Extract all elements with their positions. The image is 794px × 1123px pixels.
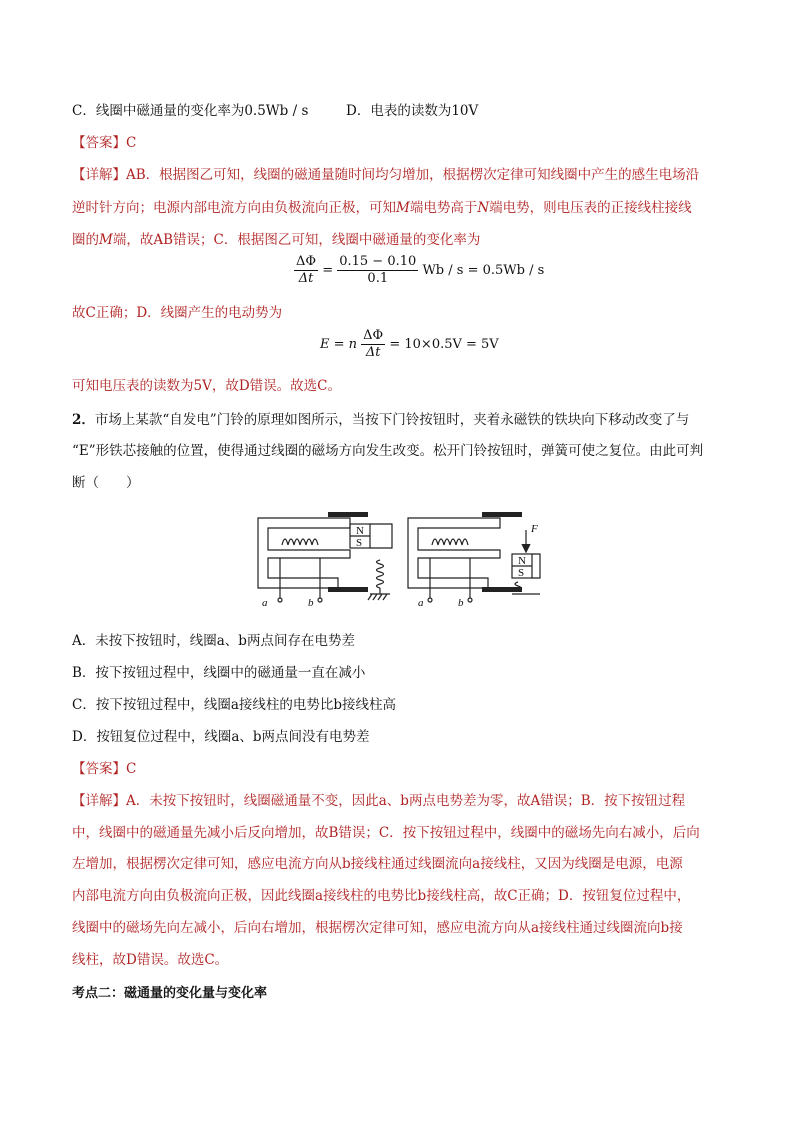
label-n-right: N (518, 555, 526, 567)
detail-text: 逆时针方向；电源内部电流方向由负极流向正极，可知 (72, 200, 396, 216)
answer-1 (72, 133, 136, 153)
detail-2-line-3: 左增加，根据楞次定律可知，感应电流方向从b接线柱通过线圈流向a接线柱，又因为线圈是电源，电源 (72, 856, 683, 872)
doorbell-figure (250, 508, 550, 612)
equation-emf (320, 328, 499, 361)
label-b-left: b (308, 597, 314, 609)
var-m: M (396, 200, 410, 216)
fraction (361, 328, 385, 361)
equals-sign: = (322, 263, 334, 278)
equation-rest: = 10×0.5V = 5V (389, 337, 499, 352)
detail-text: A．未按下按钮时，线圈磁通量不变，因此a、b两点电势差为零，故A错误；B．按下按钮过程 (126, 793, 686, 809)
question-2-line-3: 断（ ） (72, 475, 140, 491)
option-d: D．按钮复位过程中，线圈a、b两点间没有电势差 (72, 729, 370, 745)
option-d-prev: D．电表的读数为10V (346, 103, 479, 119)
var-m: M (99, 232, 113, 248)
detail-2-line-4: 内部电流方向由负极流向正极，因此线圈a接线柱的电势比b接线柱高，故C正确；D．按钮复位过程中， (72, 888, 691, 904)
detail-1-line-3 (72, 230, 480, 250)
detail-1-line-4: 故C正确；D．线圈产生的电动势为 (72, 305, 283, 321)
equation-rest: Wb / s = 0.5Wb / s (422, 263, 545, 278)
denominator: 0.1 (367, 271, 389, 286)
fraction-lhs (294, 254, 318, 287)
detail-1-line-1 (72, 165, 699, 185)
detail-text: 端电势，则电压表的正接线柱接线 (489, 200, 692, 216)
label-a-left: a (262, 597, 268, 609)
label-force: F (531, 523, 538, 535)
answer-value: C (126, 761, 137, 777)
option-a: A．未按下按钮时，线圈a、b两点间存在电势差 (72, 633, 355, 649)
denominator: Δt (365, 345, 381, 360)
option-c: C．按下按钮过程中，线圈a接线柱的电势比b接线柱高 (72, 697, 397, 713)
question-text: 市场上某款“自发电”门铃的原理如图所示，当按下门铃按钮时，夹着永磁铁的铁块向下移动改变了与 (94, 412, 690, 428)
detail-text: AB．根据图乙可知，线圈的磁通量随时间均匀增加，根据楞次定律可知线圈中产生的感生电场沿 (126, 167, 700, 183)
detail-2-line-2: 中，线圈中的磁通量先减小后反向增加，故B错误；C．按下按钮过程中，线圈中的磁场先向右减小，后向 (72, 825, 700, 841)
detail-text: 端，故AB错误；C．根据图乙可知，线圈中磁通量的变化率为 (112, 232, 481, 248)
label-s-right: S (518, 567, 525, 579)
equation-lhs: E = n (320, 337, 358, 352)
label-a-right: a (418, 597, 424, 609)
detail-label: 【详解】 (72, 167, 126, 183)
option-c-prev: C．线圈中磁通量的变化率为0.5Wb / s (72, 103, 309, 119)
detail-text: 圈的 (72, 232, 99, 248)
label-n-left: N (356, 525, 364, 537)
detail-2-line-5: 线圈中的磁场先向左减小，后向右增加，根据楞次定律可知，感应电流方向从a接线柱通过线圈流向b接 (72, 920, 683, 936)
answer-2 (72, 759, 136, 779)
label-b-right: b (458, 597, 464, 609)
answer-value: C (126, 135, 137, 151)
detail-2-line-6: 线柱，故D错误。故选C。 (72, 952, 229, 968)
equation-flux-rate (294, 254, 544, 287)
option-b: B．按下按钮过程中，线圈中的磁通量一直在减小 (72, 665, 366, 681)
numerator: ΔΦ (296, 254, 317, 269)
detail-1-line-2 (72, 198, 692, 218)
numerator: ΔΦ (363, 328, 384, 343)
detail-text: 端电势高于 (409, 200, 478, 216)
var-n: N (477, 200, 490, 216)
detail-2-line-1 (72, 791, 685, 811)
question-2-line-2: “E”形铁芯接触的位置，使得通过线圈的磁场方向发生改变。松开门铃按钮时，弹簧可使之复位。由此可判 (72, 443, 704, 459)
fraction-rhs (337, 254, 418, 287)
detail-label: 【详解】 (72, 793, 126, 809)
numerator: 0.15 − 0.10 (339, 254, 417, 269)
label-s-left: S (356, 537, 363, 549)
section-title: 考点二：磁通量的变化量与变化率 (72, 986, 268, 1001)
question-2-line-1 (72, 410, 689, 430)
question-number: 2． (72, 412, 95, 428)
detail-1-line-5: 可知电压表的读数为5V，故D错误。故选C。 (72, 378, 341, 394)
answer-label: 【答案】 (72, 135, 126, 151)
denominator: Δt (298, 271, 314, 286)
answer-label: 【答案】 (72, 761, 126, 777)
